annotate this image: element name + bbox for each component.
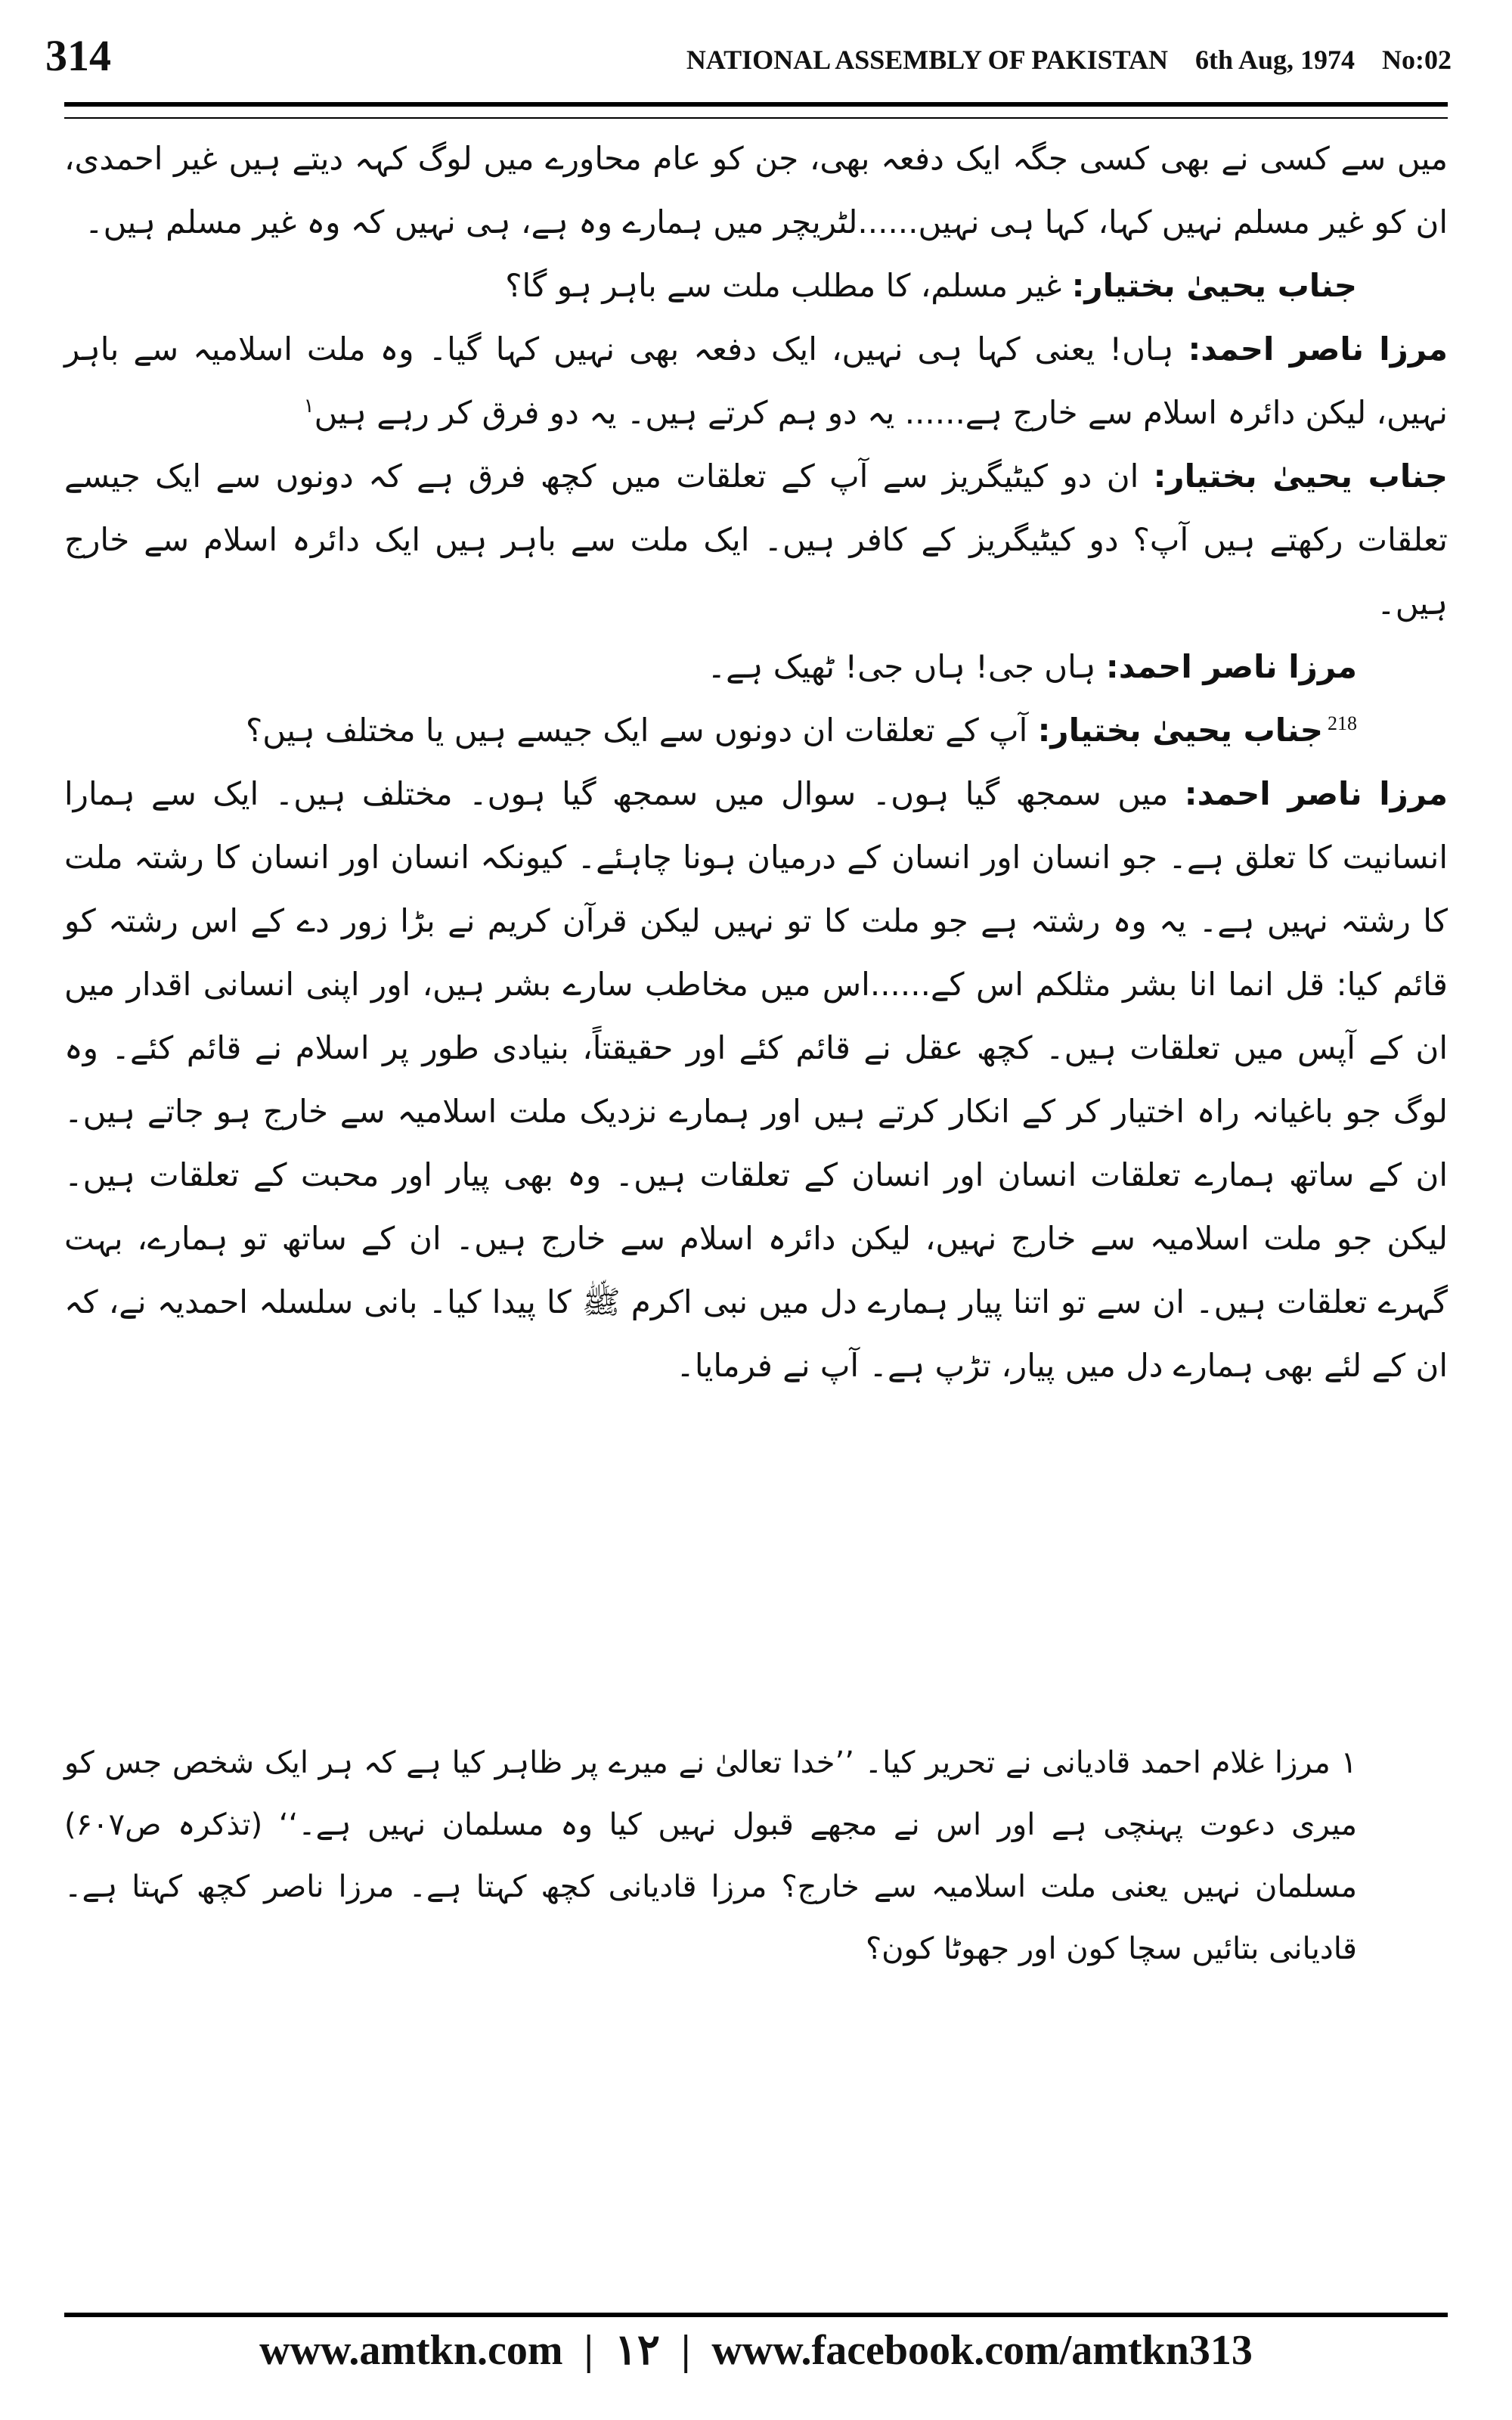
footnote-block — [64, 1732, 1448, 1980]
paragraph-1: میں سے کسی نے بھی کسی جگہ ایک دفعہ بھی، جن کو عام محاورے میں لوگ کہہ دیتے ہیں غیر احمدی، ان کو غیر مسلم نہیں کہا، کہا ہی نہیں......لٹریچر میں ہمارے وہ ہے، ہی نہیں کہ وہ غیر مسلم ہیں۔ — [64, 140, 1448, 240]
facebook-link[interactable]: www.facebook.com/amtkn313 — [711, 2327, 1253, 2374]
running-title — [659, 44, 1452, 76]
paragraph-6 — [64, 699, 1448, 762]
speaker-label: جناب یحییٰ بختیار: — [1037, 712, 1323, 749]
page-number: 314 — [45, 31, 111, 80]
speaker-label: مرزا ناصر احمد: — [1188, 330, 1448, 368]
page-header — [45, 30, 1452, 91]
speech-text: ان دو کیٹیگریز سے آپ کے تعلقات میں کچھ فرق ہے کہ دونوں سے ایک جیسے تعلقات رکھتے ہیں آپ؟ دو کیٹیگریز کے کافر ہیں۔ ایک ملت سے باہر ہیں ایک دائرہ اسلام سے خارج ہیں۔ — [64, 458, 1448, 622]
paragraph-3 — [64, 318, 1448, 445]
header-rule — [64, 102, 1448, 119]
speaker-label: مرزا ناصر احمد: — [1105, 648, 1357, 685]
speech-text: آپ کے تعلقات ان دونوں سے ایک جیسے ہیں یا مختلف ہیں؟ — [246, 712, 1028, 749]
speech-text: ہاں جی! ہاں جی! ٹھیک ہے۔ — [707, 648, 1096, 685]
footnote-text: مرزا غلام احمد قادیانی نے تحریر کیا۔ ’’خدا تعالیٰ نے میرے پر ظاہر کیا ہے کہ ہر ایک شخص جس کو میری دعوت پہنچی ہے اور اس نے مجھے قبول نہیں کیا وہ مسلمان نہیں ہے۔‘‘ (تذکرہ ص۶۰۷) مسلمان نہیں یعنی ملت اسلامیہ سے خارج؟ مرزا قادیانی کچھ کہتا ہے۔ مرزا ناصر کچھ کہتا ہے۔ قادیانی بتائیں سچا کون اور جھوٹا کون؟ — [64, 1745, 1357, 1966]
speech-text: غیر مسلم، کا مطلب ملت سے باہر ہو گا؟ — [505, 267, 1062, 304]
page-footer — [0, 2325, 1512, 2375]
speaker-label: مرزا ناصر احمد: — [1184, 775, 1448, 812]
paragraph-5 — [64, 635, 1448, 699]
session-date: 6th Aug, 1974 — [1194, 45, 1355, 75]
footer-page-marker: ۱۲ — [614, 2327, 660, 2374]
separator: | — [584, 2327, 593, 2374]
body-text — [64, 127, 1448, 1398]
footer-rule — [64, 2313, 1448, 2317]
speaker-label: جناب یحییٰ بختیار: — [1071, 267, 1357, 304]
footnote — [64, 1732, 1448, 1980]
paragraph-2 — [64, 254, 1448, 318]
paragraph-7 — [64, 762, 1448, 1398]
speech-text: ہاں! یعنی کہا ہی نہیں، ایک دفعہ بھی نہیں کہا گیا۔ وہ ملت اسلامیہ سے باہر نہیں، لیکن دائرہ اسلام سے خارج ہے...... یہ دو ہم کرتے ہیں۔ یہ دو فرق کر رہے ہیں — [64, 330, 1448, 431]
speaker-label: جناب یحییٰ بختیار: — [1153, 458, 1448, 495]
footnote-ref[interactable]: ۱ — [303, 395, 314, 417]
footnote-marker: ۱ — [1340, 1745, 1357, 1780]
session-number: No:02 — [1382, 45, 1452, 75]
speech-text: میں سمجھ گیا ہوں۔ سوال میں سمجھ گیا ہوں۔ مختلف ہیں۔ ایک سے ہمارا انسانیت کا تعلق ہے۔ جو انسان اور انسان کے درمیان ہونا چاہئے۔ کیونکہ انسان اور انسان کا رشتہ ملت کا رشتہ نہیں ہے۔ یہ وہ رشتہ ہے جو ملت کا تو نہیں لیکن قرآن کریم نے بڑا زور دے کے اس رشتہ کو قائم کیا: قل انما انا بشر مثلکم اس کے......اس میں مخاطب سارے بشر ہیں، اور اپنی انسانی اقدار میں ان کے آپس میں تعلقات ہیں۔ کچھ عقل نے قائم کئے اور حقیقتاً، بنیادی طور پر اسلام نے قائم کئے۔ وہ لوگ جو باغیانہ راہ اختیار کر کے انکار کرتے ہیں اور ہمارے نزدیک ملت اسلامیہ سے خارج ہو جاتے ہیں۔ ان کے ساتھ ہمارے تعلقات انسان اور انسان کے تعلقات ہیں۔ وہ بھی پیار اور محبت کے تعلقات ہیں۔ لیکن جو ملت اسلامیہ سے خارج نہیں، لیکن دائرہ اسلام سے خارج ہیں۔ ان کے ساتھ تو ہمارے، بہت گہرے تعلقات ہیں۔ ان سے تو اتنا پیار ہمارے دل میں نبی اکرم ﷺ کا پیدا کیا۔ بانی سلسلہ احمدیہ نے، کہ ان کے لئے بھی ہمارے دل میں پیار، تڑپ ہے۔ آپ نے فرمایا۔ — [64, 775, 1448, 1384]
paragraph-4 — [64, 445, 1448, 635]
assembly-title: NATIONAL ASSEMBLY OF PAKISTAN — [686, 45, 1168, 75]
website-link[interactable]: www.amtkn.com — [259, 2327, 563, 2374]
margin-page-number: 218 — [1328, 712, 1357, 734]
separator: | — [680, 2327, 691, 2374]
